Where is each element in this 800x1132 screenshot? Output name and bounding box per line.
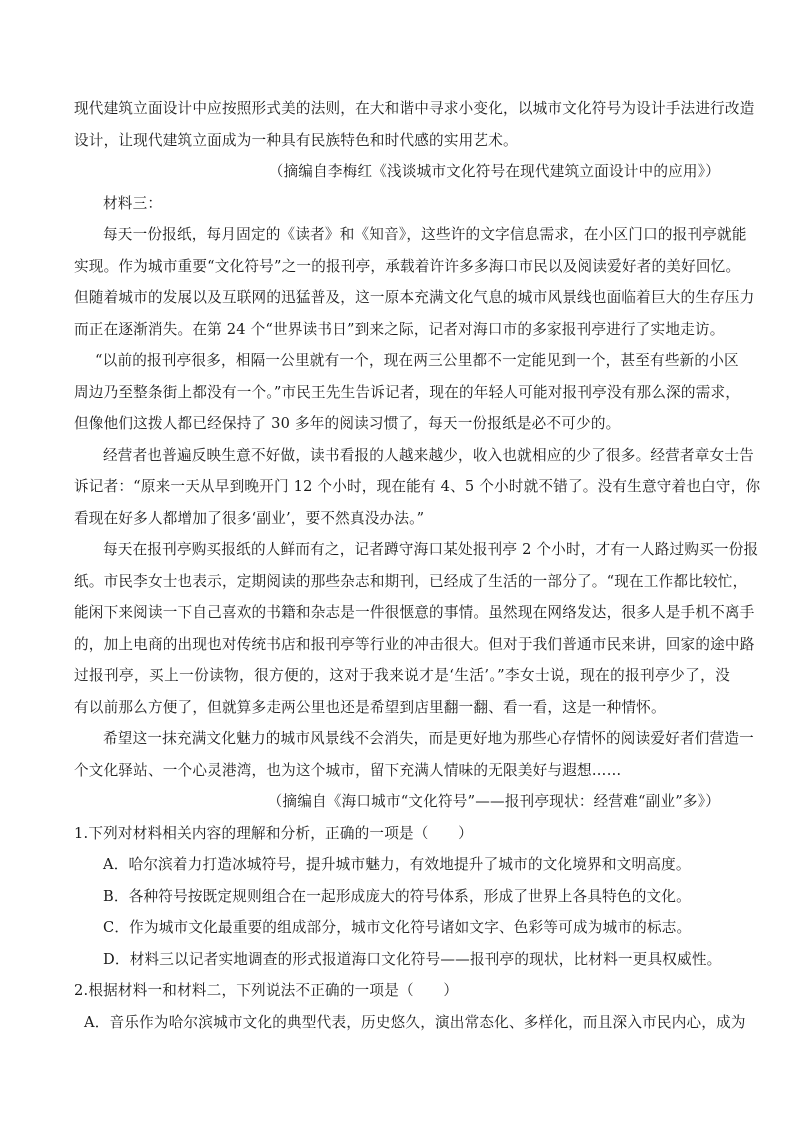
material2-line-2: 设计，让现代建筑立面成为一种具有民族特色和时代感的实用艺术。 xyxy=(74,132,518,149)
material3-p2-line-2: 周边乃至整条街上都没有一个。”市民王先生告诉记者，现在的年轻人可能对报刊亭没有那么深的需求， xyxy=(74,384,741,401)
material3-p2-line-1: “以前的报刊亭很多，相隔一公里就有一个，现在两三公里都不一定能见到一个，甚至有些新的小区 xyxy=(95,352,739,369)
material3-source: （摘编自《海口城市“文化符号”——报刊亭现状：经营难“副业”多》） xyxy=(267,793,720,810)
material3-p3-line-1: 经营者也普遍反映生意不好做，读书看报的人越来越少，收入也就相应的少了很多。经营者章女士告 xyxy=(103,447,754,464)
question-1-option-a: A．哈尔滨着力打造冰城符号，提升城市魅力，有效地提升了城市的文化境界和文明高度。 xyxy=(103,856,691,873)
material3-heading: 材料三： xyxy=(103,195,163,212)
question-1-option-c: C．作为城市文化最重要的组成部分，城市文化符号诸如文字、色彩等可成为城市的标志。 xyxy=(103,919,692,936)
material3-p4-line-4: 的，加上电商的出现也对传统书店和报刊亭等行业的冲击很大。但对于我们普通市民来讲，回家的途中路 xyxy=(74,636,755,653)
material3-p4-line-3: 能闲下来阅读一下自己喜欢的书籍和杂志是一件很惬意的事情。虽然现在网络发达，很多人是手机不离手 xyxy=(74,604,755,621)
material3-p4-line-1: 每天在报刊亭购买报纸的人鲜而有之，记者蹲守海口某处报刊亭 2 个小时，才有一人路过购买一份报 xyxy=(103,541,759,558)
question-2-option-a: A．音乐作为哈尔滨城市文化的典型代表，历史悠久，演出常态化、多样化，而且深入市民内心，成为 xyxy=(84,1014,746,1031)
material3-p4-line-2: 纸。市民李女士也表示，定期阅读的那些杂志和期刊，已经成了生活的一部分了。“现在工作都比较忙， xyxy=(74,573,748,590)
material2-source: （摘编自李梅红《浅谈城市文化符号在现代建筑立面设计中的应用》） xyxy=(268,163,720,180)
material3-p5-line-1: 希望这一抹充满文化魅力的城市风景线不会消失，而是更好地为那些心存情怀的阅读爱好者们营造一 xyxy=(103,730,754,747)
material3-p4-line-6: 有以前那么方便了，但就算多走两公里也还是希望到店里翻一翻、看一看，这是一种情怀。 xyxy=(74,699,666,716)
question-1-stem: 1.下列对材料相关内容的理解和分析，正确的一项是（ ） xyxy=(74,825,473,842)
question-2-stem: 2.根据材料一和材料二，下列说法不正确的一项是（ ） xyxy=(74,982,459,999)
material3-p4-line-5: 过报刊亭，买上一份读物，很方便的，这对于我来说才是‘生活’。”李女士说，现在的报刊亭少了，没 xyxy=(74,667,730,684)
material3-p1-line-2: 实现。作为城市重要“文化符号”之一的报刊亭，承载着许许多多海口市民以及阅读爱好者的美好回忆。 xyxy=(74,258,741,275)
question-1-option-b: B．各种符号按既定规则组合在一起形成庞大的符号体系，形成了世界上各具特色的文化。 xyxy=(103,888,691,905)
material3-p3-line-2: 诉记者：“原来一天从早到晚开门 12 个小时，现在能有 4、5 个小时就不错了。没有生意守着也白守，你 xyxy=(74,478,761,495)
question-1-option-d: D．材料三以记者实地调查的形式报道海口文化符号——报刊亭的现状，比材料一更具权威性。 xyxy=(103,951,722,968)
material3-p1-line-1: 每天一份报纸，每月固定的《读者》和《知音》，这些许的文字信息需求，在小区门口的报刊亭就能 xyxy=(103,226,747,243)
material3-p1-line-4: 而正在逐渐消失。在第 24 个“世界读书日”到来之际，记者对海口市的多家报刊亭进行了实地走访。 xyxy=(74,321,725,338)
material3-p3-line-3: 看现在好多人都增加了很多‘副业’，要不然真没办法。” xyxy=(74,510,425,527)
material3-p2-line-3: 但像他们这拨人都已经保持了 30 多年的阅读习惯了，每天一份报纸是必不可少的。 xyxy=(74,415,621,432)
material3-p5-line-2: 个文化驿站、一个心灵港湾，也为这个城市，留下充满人情味的无限美好与遐想…… xyxy=(74,762,622,779)
material3-p1-line-3: 但随着城市的发展以及互联网的迅猛普及，这一原本充满文化气息的城市风景线也面临着巨大的生存压力 xyxy=(74,289,755,306)
material2-line-1: 现代建筑立面设计中应按照形式美的法则，在大和谐中寻求小变化，以城市文化符号为设计手法进行改造 xyxy=(74,100,755,117)
